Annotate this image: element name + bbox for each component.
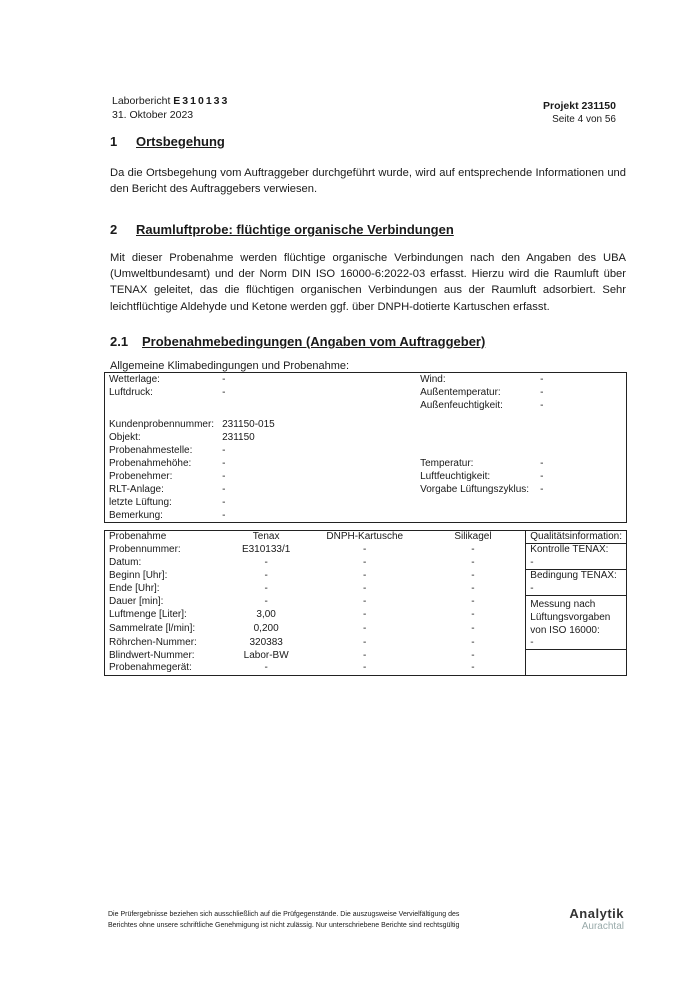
tenax-value: 3,00 <box>256 609 276 621</box>
tenax-value: Tenax <box>252 531 280 542</box>
climate-value <box>218 399 416 412</box>
silikagel-value: Silikagel <box>454 531 492 542</box>
dnph-value: - <box>363 543 367 555</box>
section-2-1-number: 2.1 <box>110 334 129 349</box>
section-2-1-title: Probenahmebedingungen (Angaben vom Auftraggeber) <box>142 334 486 349</box>
climate-table <box>104 372 627 523</box>
footer-line-2: Berichtes ohne unsere schriftliche Genehmigung ist nicht zulässig. Nur unterschriebene Berichte sind rechtsgültig <box>108 922 460 929</box>
report-date: 31. Oktober 2023 <box>112 109 194 121</box>
climate-value-right <box>536 431 626 444</box>
climate-value-right <box>536 444 626 457</box>
dnph-value: - <box>363 637 367 649</box>
climate-label: Probenehmer: <box>109 471 173 482</box>
climate-value: - <box>222 510 226 521</box>
silikagel-value: - <box>471 595 475 607</box>
climate-row <box>105 431 627 444</box>
climate-row <box>105 483 627 496</box>
quality-messung-label: Messung nach Lüftungsvorgaben von ISO 16000: <box>526 596 627 638</box>
climate-label-right: Luftfeuchtigkeit: <box>420 471 491 482</box>
sampling-row <box>105 544 627 557</box>
climate-label-right: Wind: <box>420 374 446 385</box>
sampling-table <box>104 530 627 676</box>
climate-row <box>105 509 627 523</box>
climate-label-right: Außenfeuchtigkeit: <box>420 400 503 411</box>
quality-bedingung-value: - <box>526 583 627 596</box>
climate-label: RLT-Anlage: <box>109 484 164 495</box>
section-1-heading <box>110 134 225 149</box>
silikagel-value: - <box>471 609 475 621</box>
climate-label-right <box>416 418 536 431</box>
tenax-value: - <box>264 556 268 568</box>
section-2-number: 2 <box>110 222 118 237</box>
tenax-value: E310133/1 <box>241 543 291 555</box>
climate-value: - <box>222 445 226 456</box>
climate-row <box>105 470 627 483</box>
report-id: E310133 <box>173 95 230 107</box>
sampling-label: Datum: <box>109 556 142 568</box>
project-info <box>543 100 616 126</box>
climate-label: Bemerkung: <box>109 510 163 521</box>
sampling-label: Blindwert-Nummer: <box>109 649 195 661</box>
section-2-heading <box>110 222 454 237</box>
climate-label: Wetterlage: <box>109 374 160 385</box>
tenax-value: Labor-BW <box>243 649 289 661</box>
sampling-label: Probenahmegerät: <box>109 662 192 674</box>
climate-label-right <box>416 496 536 509</box>
climate-value-right: - <box>540 374 544 385</box>
climate-label-right <box>416 431 536 444</box>
section-1-number: 1 <box>110 134 118 149</box>
sampling-row <box>105 570 627 583</box>
sampling-row <box>105 583 627 596</box>
tenax-value: 320383 <box>249 637 283 649</box>
climate-value: - <box>222 387 226 398</box>
sampling-label: Röhrchen-Nummer: <box>109 637 197 649</box>
climate-value: - <box>222 497 226 508</box>
climate-value-right: - <box>540 400 544 411</box>
silikagel-value: - <box>471 649 475 661</box>
dnph-value: - <box>363 649 367 661</box>
silikagel-value: - <box>471 623 475 635</box>
dnph-value: - <box>363 556 367 568</box>
climate-label-right: Außentemperatur: <box>420 387 501 398</box>
climate-label-right: Vorgabe Lüftungszyklus: <box>420 484 530 495</box>
climate-label-right <box>416 444 536 457</box>
climate-row <box>105 418 627 431</box>
project-number: Projekt 231150 <box>543 100 616 112</box>
climate-row <box>105 457 627 470</box>
climate-row <box>105 399 627 412</box>
climate-value: 231150-015 <box>222 419 275 430</box>
climate-label-right <box>416 509 536 523</box>
climate-value-right: - <box>540 471 544 482</box>
climate-label: Luftdruck: <box>109 387 153 398</box>
climate-label: Probenahmestelle: <box>109 445 193 456</box>
climate-label: Kundenprobennummer: <box>109 419 215 430</box>
sampling-row <box>105 637 627 650</box>
silikagel-value: - <box>471 582 475 594</box>
logo-sub-text: Aurachtal <box>581 921 624 932</box>
silikagel-value: - <box>471 556 475 568</box>
sampling-row <box>105 596 627 610</box>
climate-value: - <box>222 458 226 469</box>
climate-label-right: Temperatur: <box>420 458 474 469</box>
climate-value: - <box>222 484 226 495</box>
climate-value-right <box>536 509 626 523</box>
sampling-label: Sammelrate [l/min]: <box>109 623 196 635</box>
section-2-text: Mit dieser Probenahme werden flüchtige organische Verbindungen nach den Angaben des UBA (Umweltbundesamt) und der Norm DIN ISO 16000-6:2022-03 erfasst. Hierzu wird die Raumluft über TENAX geleitet, das die flüchtigen organischen Verbindungen aus der Raumluft adsorbiert. Sehr leichtflüchtige Aldehyde und Ketone werden ggf. über DNPH-dotierte Kartuschen erfasst. <box>110 252 626 313</box>
climate-value-right: - <box>540 387 544 398</box>
quality-kontrolle-value: - <box>526 557 627 570</box>
climate-row <box>105 496 627 509</box>
climate-value: - <box>222 471 226 482</box>
dnph-value: - <box>363 662 367 674</box>
climate-label <box>105 399 219 412</box>
sampling-label: Ende [Uhr]: <box>109 582 160 594</box>
tenax-value: - <box>264 662 268 674</box>
climate-label: Objekt: <box>109 432 141 443</box>
report-header <box>112 94 229 122</box>
quality-bedingung-label: Bedingung TENAX: <box>526 570 627 583</box>
tenax-value: - <box>264 582 268 594</box>
table-caption: Allgemeine Klimabedingungen und Probenahme: <box>110 360 350 372</box>
sampling-label: Dauer [min]: <box>109 595 164 607</box>
sampling-label: Probennummer: <box>109 543 181 555</box>
dnph-value: DNPH-Kartusche <box>326 531 404 542</box>
dnph-value: - <box>363 569 367 581</box>
climate-value-right: - <box>540 484 544 495</box>
dnph-value: - <box>363 582 367 594</box>
sampling-header-row <box>105 531 627 544</box>
footer-line-1: Die Prüfergebnisse beziehen sich ausschließlich auf die Prüfgegenstände. Die auszugsweise Vervielfältigung des <box>108 911 460 918</box>
climate-row <box>105 386 627 399</box>
dnph-value: - <box>363 595 367 607</box>
climate-value-right: - <box>540 458 544 469</box>
quality-empty-cell <box>526 650 627 675</box>
silikagel-value: - <box>471 543 475 555</box>
climate-row <box>105 373 627 387</box>
dnph-value: - <box>363 609 367 621</box>
climate-row <box>105 444 627 457</box>
logo-main-text: Analytik <box>569 906 624 921</box>
tenax-value: 0,200 <box>253 623 279 635</box>
silikagel-value: - <box>471 662 475 674</box>
climate-value-right <box>536 418 626 431</box>
sampling-label: Beginn [Uhr]: <box>109 569 168 581</box>
sampling-label: Probenahme <box>109 531 167 542</box>
section-1-text: Da die Ortsbegehung vom Auftraggeber durchgeführt wurde, wird auf entsprechende Informationen und den Bericht des Auftraggebers verwiesen. <box>110 167 626 196</box>
quality-kontrolle-label: Kontrolle TENAX: <box>526 544 627 557</box>
section-2-1-heading <box>110 334 485 349</box>
silikagel-value: - <box>471 569 475 581</box>
climate-value: 231150 <box>222 432 255 443</box>
report-label: Laborbericht <box>112 95 171 107</box>
climate-label: Probenahmehöhe: <box>109 458 192 469</box>
section-2-title: Raumluftprobe: flüchtige organische Verbindungen <box>136 222 454 237</box>
sampling-row <box>105 650 627 662</box>
section-1-title: Ortsbegehung <box>136 134 225 149</box>
silikagel-value: - <box>471 637 475 649</box>
sampling-row <box>105 557 627 570</box>
climate-label: letzte Lüftung: <box>109 497 172 508</box>
tenax-value: - <box>264 595 268 607</box>
quality-title: Qualitätsinformation: <box>526 531 627 544</box>
report-title <box>112 94 229 108</box>
quality-messung-value: - <box>526 637 627 650</box>
company-logo <box>569 906 624 932</box>
tenax-value: - <box>264 569 268 581</box>
page-number: Seite 4 von 56 <box>552 114 616 125</box>
footer-disclaimer <box>108 909 528 931</box>
climate-value-right <box>536 496 626 509</box>
climate-value: - <box>222 374 226 385</box>
sampling-label: Luftmenge [Liter]: <box>109 609 187 621</box>
dnph-value: - <box>363 623 367 635</box>
